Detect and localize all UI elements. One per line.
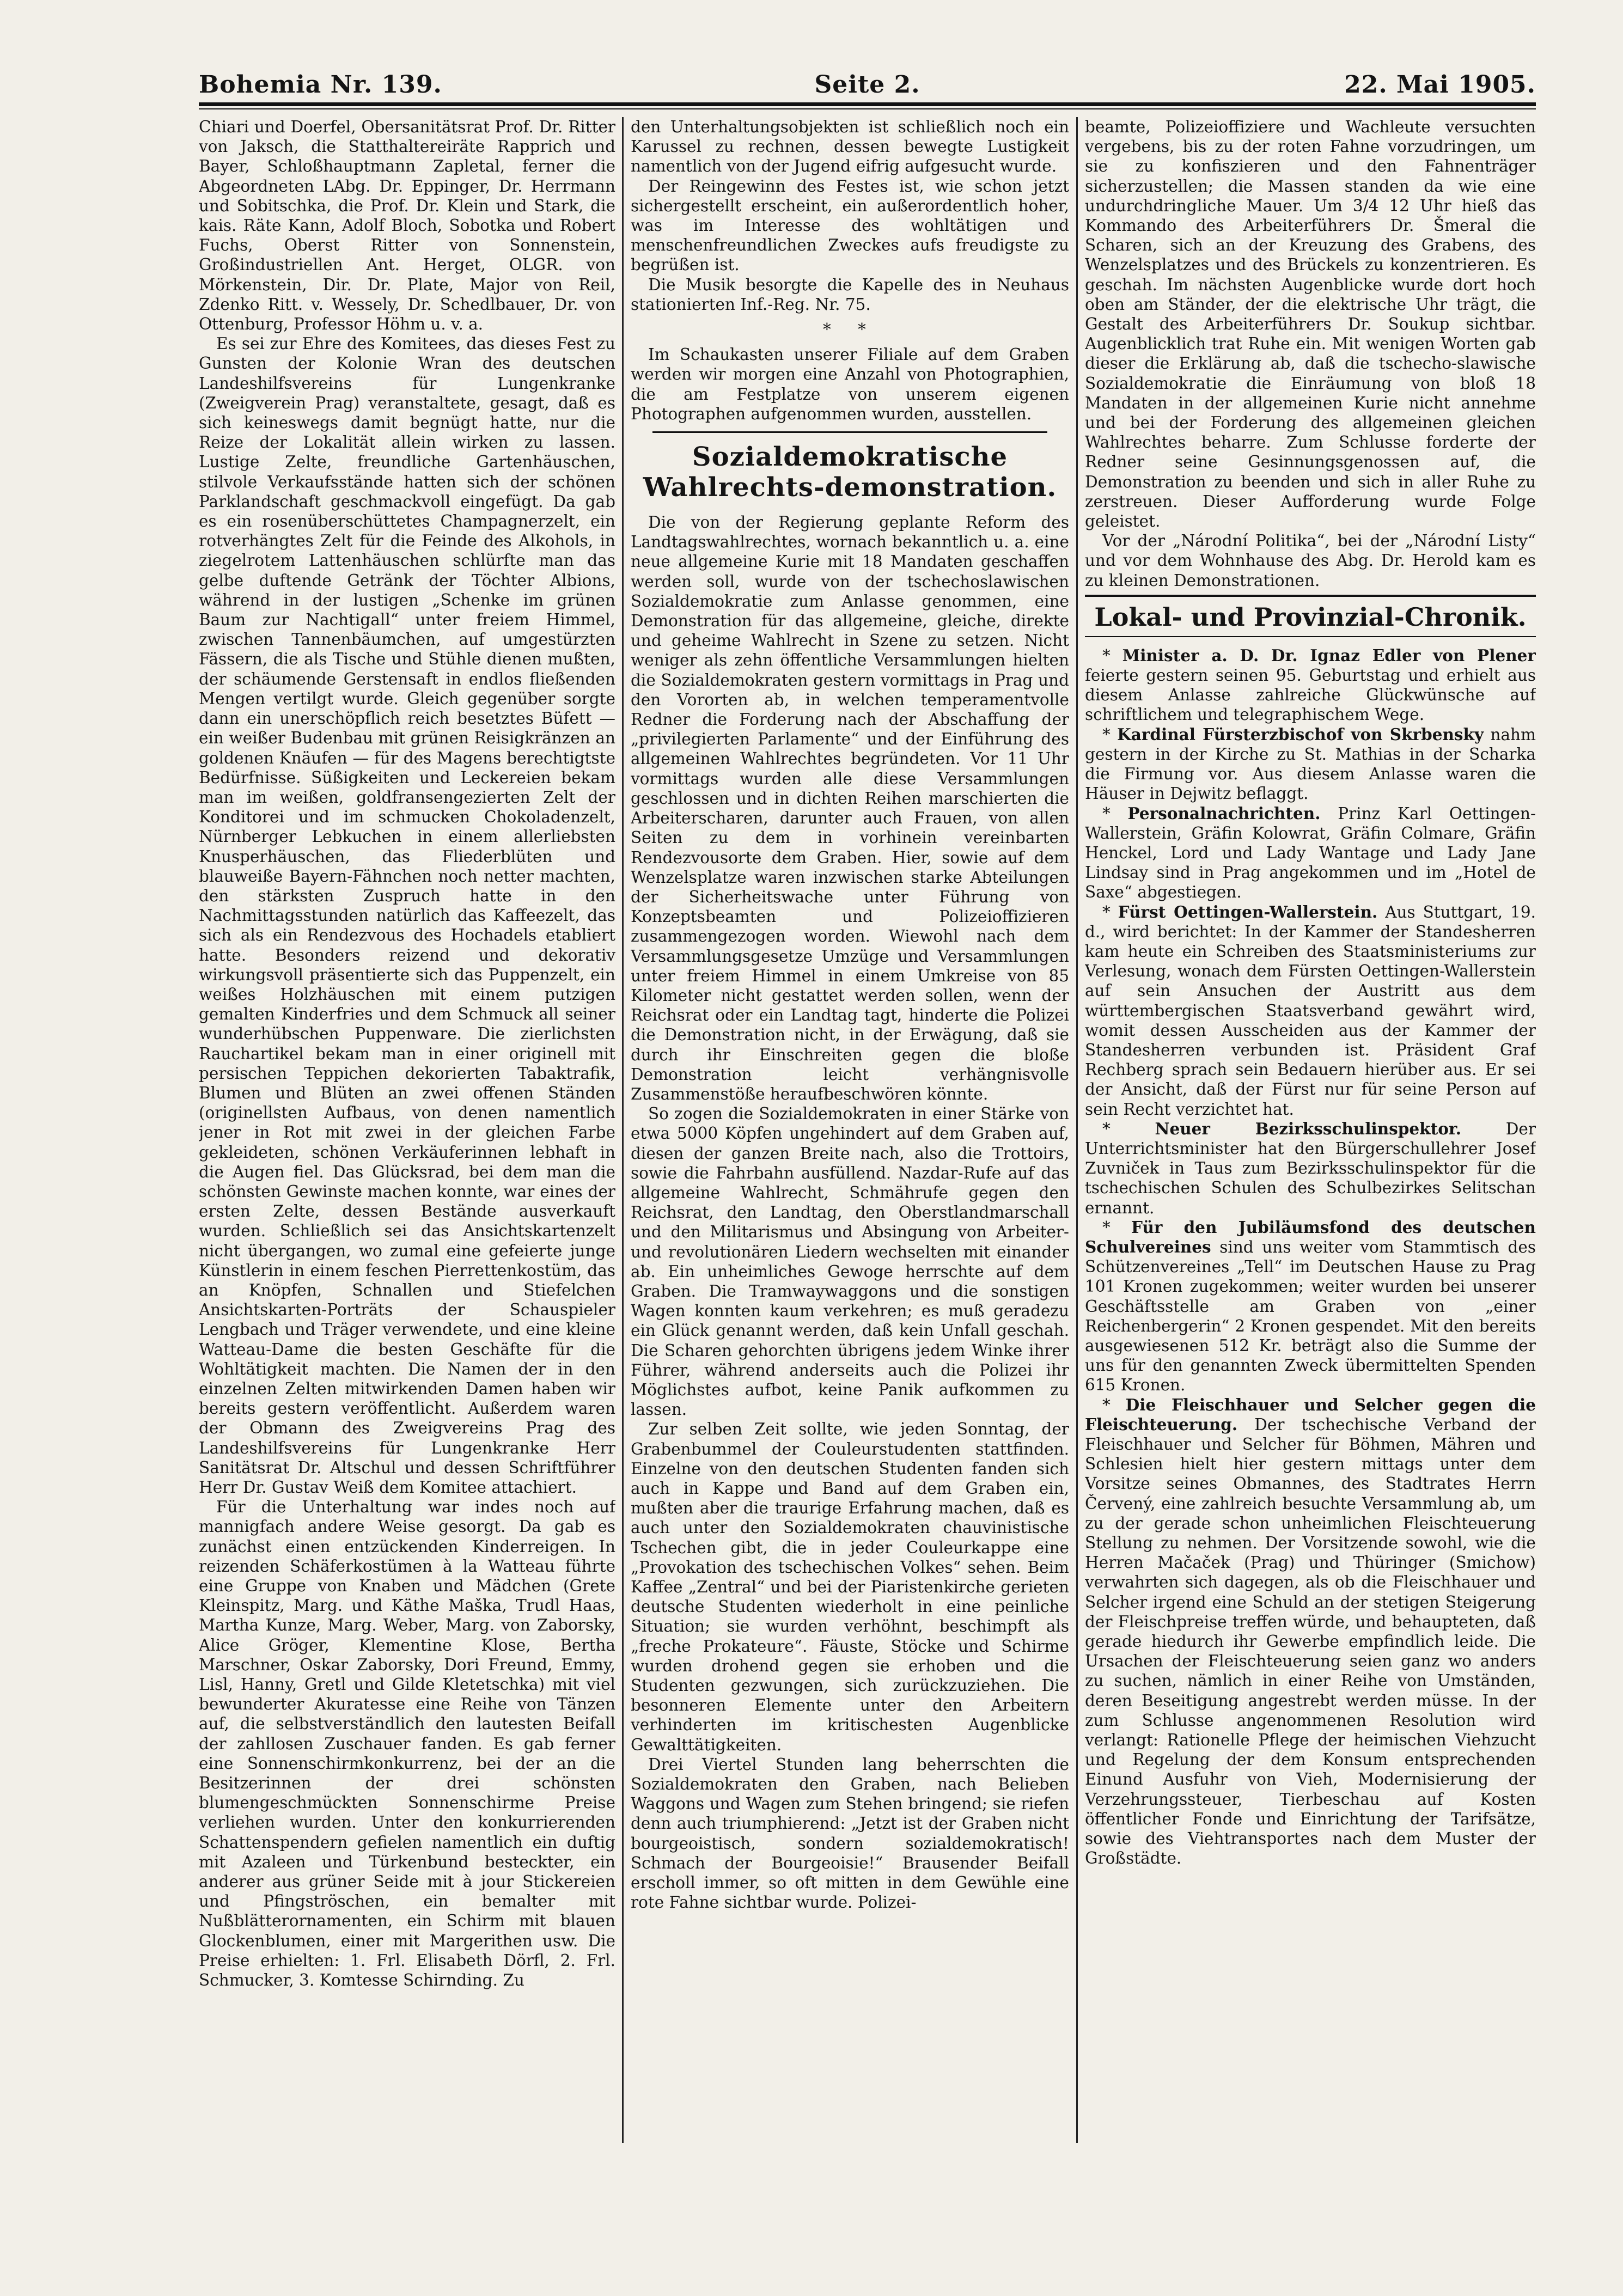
issue-number: Bohemia Nr. 139. [199,71,442,99]
entry-title: Kardinal Fürsterzbischof von Skrbensky [1117,724,1484,744]
news-entry: * Personalnachrichten. Prinz Karl Oettingen-Wallerstein, Gräfin Kolowrat, Gräfin Colmare, Gräfin Henckel, Lord und Lady Wantage und Lady Jane Lindsay sind in Prag angekommen und im „Hotel de Saxe“ abgestiegen. [1085,803,1536,902]
entry-body: Der tschechische Verband der Fleischhauer und Selcher für Böhmen, Mähren und Schlesien hielt hier gestern mittags unter dem Vorsitze seines Obmannes, des Stadtrates Herrn Červený, eine zahlreich besuchte Versammlung ab, um zu der gerade schon unheimlichen Fleischteuerung Stellung zu nehmen. Der Vorsitzende sowohl, wie die Herren Mačaček (Prag) und Thüringer (Smichow) verwahrten sich dagegen, als ob die Fleischhauer und Selcher irgend eine Schuld an der stetigen Steigerung der Fleischpreise treffen würde, und behaupteten, daß gerade hiedurch ihr Gewerbe empfindlich leide. Die Ursachen der Fleischteuerung seien ganz wo anders zu suchen, nämlich in einer Reihe von Umständen, deren Beseitigung angestrebt werden müsse. In der zum Schlusse angenommenen Resolution wird verlangt: Rationelle Pflege der heimischen Viehzucht und Regelung der dem Konsum entsprechenden Einund Ausfuhr von Vieh, Modernisierung der Verzehrungssteuer, Tierbeschau auf Kosten öffentlicher Fonde und Einrichtung der Tarifsätze, sowie des Viehtransportes nach dem Muster der Großstädte. [1085,1415,1536,1868]
column-1 [199,117,615,2143]
section-separator: * * [823,320,877,339]
news-entry: * Kardinal Fürsterzbischof von Skrbensky nahm gestern in der Kirche zu St. Mathias in der Scharka die Firmung vor. Aus diesem Anlasse waren die Häuser in Dejwitz beflaggt. [1085,724,1536,803]
news-entry: * Minister a. D. Dr. Ignaz Edler von Plener feierte gestern seinen 95. Geburtstag und erhielt aus diesem Anlasse zahlreiche Glückwünsche auf schriftlichem und telegraphischem Wege. [1085,645,1536,724]
section-headline: Lokal- und Provinzial-Chronik. [1085,595,1536,637]
entry-body: sind uns weiter vom Stammtisch des Schützenvereines „Tell“ im Deutschen Hause zu Prag 101 Kronen zugekommen; weiter wurden bei unserer Geschäftsstelle am Graben von „einer Reichenbergerin“ 2 Kronen gespendet. Mit den bereits ausgewiesenen 512 Kr. beträgt also die Summe der uns für den genannten Zweck übermittelten Spenden 615 Kronen. [1085,1237,1536,1395]
column-3 [1085,117,1536,2143]
entry-title: Neuer Bezirksschulinspektor. [1155,1119,1462,1138]
news-entry: * Die Fleischhauer und Selcher gegen die Fleischteuerung. Der tschechische Verband der Fleischhauer und Selcher für Böhmen, Mähren und Schlesien hielt hier gestern mittags unter dem Vorsitze seines Obmannes, des Stadtrates Herrn Červený, eine zahlreich besuchte Versammlung ab, um zu der gerade schon unheimlichen Fleischteuerung Stellung zu nehmen. Der Vorsitzende sowohl, wie die Herren Mačaček (Prag) und Thüringer (Smichow) verwahrten sich dagegen, als ob die Fleischhauer und Selcher irgend eine Schuld an der stetigen Steigerung der Fleischpreise treffen würde, und behaupteten, daß gerade hiedurch ihr Gewerbe empfindlich leide. Die Ursachen der Fleischteuerung seien ganz wo anders zu suchen, nämlich in einer Reihe von Umständen, deren Beseitigung angestrebt werden müsse. In der zum Schlusse angenommenen Resolution wird verlangt: Rationelle Pflege der heimischen Viehzucht und Regelung der dem Konsum entsprechenden Einund Ausfuhr von Vieh, Modernisierung der Verzehrungssteuer, Tierbeschau auf Kosten öffentlicher Fonde und Einrichtung der Tarifsätze, sowie des Viehtransportes nach dem Muster der Großstädte. [1085,1395,1536,1868]
entry-title: Fürst Oettingen-Wallerstein. [1118,902,1378,921]
column-divider [1076,117,1078,2143]
article-rule [652,431,1047,433]
article-paragraph: Für die Unterhaltung war indes noch auf mannigfach andere Weise gesorgt. Da gab es zunächst einen entzückenden Kinderreigen. In reizenden Schäferkostümen à la Watteau führte eine Gruppe von Knaben und Mädchen (Grete Kleinspitz, Marg. und Käthe Maška, Trudl Haas, Martha Kunze, Marg. Weber, Marg. von Zaborsky, Alice Gröger, Klementine Klose, Bertha Marschner, Oskar Zaborsky, Dori Freund, Emmy, Lisl, Hanny, Gretl und Gilde Kletetschka) mit viel bewunderter Akuratesse eine Reihe von Tänzen auf, die selbstverständlich den lautesten Beifall der zahllosen Zuschauer fanden. Es gab ferner eine Sonnenschirmkonkurrenz, bei der an die Besitzerinnen der drei schönsten blumengeschmückten Sonnenschirme Preise verliehen wurden. Unter den konkurrierenden Schattenspendern gefielen namentlich ein duftig mit Azaleen und Türkenbund besteckter, ein anderer aus grüner Seide mit à jour Stickereien und Pfingströschen, ein bemalter mit Nußblätterornamenten, ein Schirm mit blauen Glockenblumen, einer mit Margerithen usw. Die Preise erhielten: 1. Frl. Elisabeth Dörfl, 2. Frl. Schmucker, 3. Komtesse Schirnding. Zu [199,1498,615,1990]
entry-title: Personalnachrichten. [1127,803,1321,823]
article-paragraph: Chiari und Doerfel, Obersanitätsrat Prof. Dr. Ritter von Jaksch, die Statthaltereiräte Rapprich und Bayer, Schloßhauptmann Zapletal, ferner die Abgeordneten LAbg. Dr. Eppinger, Dr. Herrmann und Sobitschka, die Prof. Dr. Klein und Stark, die kais. Räte Kann, Adolf Bloch, Sobotka und Robert Fuchs, Oberst Ritter von Sonnenstein, Großindustriellen Ant. Herget, OLGR. von Mörkenstein, Dir. Dr. Plate, Major von Reil, Zdenko Ritt. v. Wessely, Dr. Schedlbauer, Dr. von Ottenburg, Professor Höhm u. v. a. [199,118,615,334]
column-2 [631,117,1069,2143]
article-paragraph: So zogen die Sozialdemokraten in einer Stärke von etwa 5000 Köpfen ungehindert auf dem Graben auf, diesen der ganzen Breite nach, also die Trottoirs, sowie die Fahrbahn ausfüllend. Nazdar-Rufe auf das allgemeine Wahlrecht, Schmährufe gegen den Reichsrat, den Landtag, den Oberstlandmarschall und den Militarismus und Absingung von Arbeiter- und revolutionären Liedern wechselten mit einander ab. Ein unheimliches Gewoge herrschte auf dem Graben. Die Tramwaywaggons und die sonstigen Wagen konnten kaum verkehren; es muß geradezu ein Glück genannt werden, daß kein Unfall geschah. Die Scharen gehorchten übrigens jedem Winke ihrer Führer, während anderseits auch die Polizei ihr Möglichstes aufbot, keine Panik aufkommen zu lassen. [631,1104,1069,1419]
article-paragraph: beamte, Polizeioffiziere und Wachleute versuchten vergebens, bis zu der roten Fahne vorzudringen, um sie zu konfiszieren und den Fahnenträger sicherzustellen; die Massen standen da wie eine undurchdringliche Mauer. Um 3/4 12 Uhr hieß das Kommando des Arbeiterführers Dr. Šmeral die Scharen, sich an der Kreuzung des Grabens, des Wenzelsplatzes und des Brückels zu konzentrieren. Es geschah. Im nächsten Augenblicke wurde dort hoch oben am Ständer, der die elektrische Uhr trägt, die Gestalt des Arbeiterführers Dr. Soukup sichtbar. Augenblicklich trat Ruhe ein. Mit wenigen Worten gab dieser die Erklärung ab, daß die tschecho-slawische Sozialdemokratie die Einräumung von bloß 18 Mandaten in der allgemeinen Kurie nicht annehme und bei der Forderung des allgemeinen gleichen Wahlrechtes beharre. Zum Schlusse forderte der Redner seine Gesinnungsgenossen auf, die Demonstration zu beenden und sich in aller Ruhe zu zerstreuen. Dieser Aufforderung wurde Folge geleistet. [1085,118,1536,531]
article-paragraph: Zur selben Zeit sollte, wie jeden Sonntag, der Grabenbummel der Couleurstudenten stattfinden. Einzelne von den deutschen Studenten fanden sich auch in Kappe und Band auf dem Graben ein, mußten aber die traurige Erfahrung machen, daß es auch unter den Sozialdemokraten chauvinistische Tschechen gibt, die in jeder Couleurkappe eine „Provokation des tschechischen Volkes“ sehen. Beim Kaffee „Zentral“ und bei der Piaristenkirche gerieten deutsche Studenten wiederholt in eine peinliche Situation; sie wurden verhöhnt, beschimpft als „freche Prokateure“. Fäuste, Stöcke und Schirme wurden drohend gegen sie erhoben und die Studenten gezwungen, sich zurückzuziehen. Die besonneren Elemente unter den Arbeitern verhinderten im kritischesten Augenblicke Gewalttätigkeiten. [631,1420,1069,1754]
entry-body: Der Unterrichtsminister hat den Bürgerschullehrer Josef Zuvniček in Taus zum Bezirksschulinspektor für die tschechischen Schulen des Schulbezirkes Selitschan ernannt. [1085,1119,1536,1217]
issue-date: 22. Mai 1905. [1344,71,1536,99]
entry-title: Die Fleischhauer und Selcher gegen die Fleischteuerung. [1085,1395,1536,1434]
masthead [199,71,1536,103]
article-headline: Sozialdemokratische Wahlrechts-demonstration. [643,442,1057,503]
page-number: Seite 2. [814,71,920,99]
article-paragraph: Die von der Regierung geplante Reform des Landtagswahlrechtes, wornach bekanntlich u. a. eine neue allgemeine Kurie mit 18 Mandaten geschaffen werden soll, wurde von der tschechoslawischen Sozialdemokratie zum Anlasse genommen, eine Demonstration für das allgemeine, gleiche, direkte und geheime Wahlrecht in Szene zu setzen. Nicht weniger als zehn öffentliche Versammlungen hielten die Sozialdemokraten gestern vormittags in Prag und den Vororten ab, in welchen temperamentvolle Redner die Forderung nach der Abschaffung der „privilegierten Parlamente“ und der Einführung des allgemeinen Wahlrechtes begründeten. Vor 11 Uhr vormittags wurden alle diese Versammlungen geschlossen und in dichten Reihen marschierten die Arbeiterscharen, darunter auch Frauen, von allen Seiten zu dem in vorhinein vereinbarten Rendezvousorte dem Graben. Hier, sowie auf dem Wenzelsplatze waren inzwischen starke Abteilungen der Sicherheitswache unter Führung von Konzeptsbeamten und Polizeioffizieren zusammengezogen worden. Wiewohl nach dem Versammlungsgesetze Umzüge und Versammlungen unter freiem Himmel in einem Umkreise von 85 Kilometer nicht gestattet werden sollen, wenn der Reichsrat oder ein Landtag tagt, hinderte die Polizei die Demonstration nicht, in der Erwägung, daß sie durch ihr Einschreiten gegen die bloße Demonstration leicht verhängnisvolle Zusammenstöße heraufbeschwören könnte. [631,513,1069,1103]
entry-title: Minister a. D. Dr. Ignaz Edler von Plener [1122,645,1536,665]
article-paragraph: Vor der „Národní Politika“, bei der „Národní Listy“ und vor dem Wohnhause des Abg. Dr. Herold kam es zu kleinen Demonstrationen. [1085,532,1536,590]
column-divider [622,117,624,2143]
masthead-rule [199,102,1536,106]
masthead-rule-thin [199,108,1536,109]
entry-title: Für den Jubiläumsfond des deutschen Schulvereines [1085,1217,1536,1256]
entry-body: Aus Stuttgart, 19. d., wird berichtet: In der Kammer der Standesherren kam heute ein Schreiben des Staatsministeriums zur Verlesung, wonach dem Fürsten Oettingen-Wallerstein auf sein Ansuchen der Austritt aus dem württembergischen Staatsverband gewährt wird, womit dessen Ausscheiden aus der Kammer der Standesherren verbunden ist. Präsident Graf Rechberg sprach sein Bedauern hierüber aus. Er sei der Ansicht, daß der Fürst nur für seine Person auf sein Recht verzichtet hat. [1085,902,1536,1119]
news-entry: * Neuer Bezirksschulinspektor. Der Unterrichtsminister hat den Bürgerschullehrer Josef Zuvniček in Taus zum Bezirksschulinspektor für die tschechischen Schulen des Schulbezirkes Selitschan ernannt. [1085,1119,1536,1217]
article-paragraph: Der Reingewinn des Festes ist, wie schon jetzt sichergestellt erscheint, ein außerordentlich hoher, was im Interesse des wohltätigen und menschenfreundlichen Zweckes aufs freudigste zu begrüßen ist. [631,176,1069,274]
entry-body: Prinz Karl Oettingen-Wallerstein, Gräfin Kolowrat, Gräfin Colmare, Gräfin Henckel, Lord und Lady Wantage und Lady Jane Lindsay sind in Prag angekommen und im „Hotel de Saxe“ abgestiegen. [1085,804,1536,902]
news-entry: * Fürst Oettingen-Wallerstein. Aus Stuttgart, 19. d., wird berichtet: In der Kammer der Standesherren kam heute ein Schreiben des Staatsministeriums zur Verlesung, wonach dem Fürsten Oettingen-Wallerstein auf sein Ansuchen der Austritt aus dem württembergischen Staatsverband gewährt wird, womit dessen Ausscheiden aus der Kammer der Standesherren verbunden ist. Präsident Graf Rechberg sprach sein Bedauern hierüber aus. Er sei der Ansicht, daß der Fürst nur für seine Person auf sein Recht verzichtet hat. [1085,902,1536,1119]
entry-body: feierte gestern seinen 95. Geburtstag und erhielt aus diesem Anlasse zahlreiche Glückwünsche auf schriftlichem und telegraphischem Wege. [1085,666,1536,724]
article-paragraph: Es sei zur Ehre des Komitees, das dieses Fest zu Gunsten der Kolonie Wran des deutschen Landeshilfsvereins für Lungenkranke (Zweigverein Prag) veranstaltete, gesagt, daß es sich keineswegs damit begnügt hatte, nur die Reize der Lokalität allein wirken zu lassen. Lustige Zelte, freundliche Gartenhäuschen, stilvole Verkaufsstände hatten sich der schönen Parklandschaft geschmackvoll eingefügt. Da gab es ein rosenüberschüttetes Champagnerzelt, ein rotverhängtes Zelt für die Feinde des Alkohols, in ziegelrotem Lattenhäuschen schlürfte man das gelbe duftende Getränk der Töchter Albions, während in der lustigen „Schenke im grünen Baum zur Nachtigall“ unter freiem Himmel, zwischen Tannenbäumchen, auf umgestürzten Fässern, die als Tische und Stühle dienen mußten, der schäumende Gerstensaft in endlos fließenden Mengen vertilgt wurde. Gleich gegenüber sorgte dann ein unerschöpflich reich besetztes Büfett — ein weißer Budenbau mit grünen Reisigkränzen an goldenen Knäufen — für des Magens berechtigtste Bedürfnisse. Süßigkeiten und Leckereien bekam man im weißen, goldfransengezierten Zelt der Konditorei und im schmucken Chokoladenzelt, Nürnberger Lebkuchen in einem allerliebsten Knusperhäuschen, das Fliederblüten und blauweiße Bayern-Fähnchen noch netter machten, den stärksten Zuspruch hatte in den Nachmittagsstunden natürlich das Kaffeezelt, das sich als ein Rendezvous des Hochadels etabliert hatte. Besonders reizend und dekorativ wirkungsvoll präsentierte sich das Puppenzelt, ein weißes Holzhäuschen mit einem putzigen gemalten Kinderfries und dem Schmuck all seiner wunderhübschen Puppenware. Die zierlichsten Rauchartikel bekam man in einer originell mit persischen Teppichen dekorierten Tabaktrafik, Blumen und Blüten an zwei offenen Ständen (originellsten Aufbaus, von denen namentlich jener in Rot mit zwei in der gleichen Farbe gekleideten, schönen Verkäuferinnen lebhaft in die Augen fiel. Das Glücksrad, bei dem man die schönsten Gewinste machen konnte, war eines der ersten Zelte, dessen Bestände ausverkauft wurden. Schließlich sei das Ansichtskartenzelt nicht übergangen, wo zumal eine gefeierte junge Künstlerin in einem feschen Pierrettenkostüm, das an Knöpfen, Schnallen und Stiefelchen Ansichtskarten-Porträts der Schauspieler Lengbach und Träger verwendete, und eine kleine Watteau-Dame die besten Geschäfte für die Wohltätigkeit machten. Die Namen der in den einzelnen Zelten mitwirkenden Damen haben wir bereits gestern veröffentlicht. Außerdem waren der Obmann des Zweigvereins Prag des Landeshilfsvereins für Lungenkranke Herr Sanitätsrat Dr. Altschul und dessen Schriftführer Herr Dr. Gustav Weiß dem Komitee attachiert. [199,334,615,1497]
article-paragraph: Die Musik besorgte die Kapelle des in Neuhaus stationierten Inf.-Reg. Nr. 75. [631,275,1069,314]
article-paragraph: Drei Viertel Stunden lang beherrschten die Sozialdemokraten den Graben, nach Belieben Waggons und Wagen zum Stehen bringend; sie riefen denn auch triumphierend: „Jetzt ist der Graben nicht bourgeoistisch, sondern sozialdemokratisch! Schmach der Bourgeoisie!“ Brausender Beifall erscholl immer, so oft mitten in dem Gewühle eine rote Fahne sichtbar wurde. Polizei- [631,1755,1069,1912]
news-entry: * Für den Jubiläumsfond des deutschen Schulvereines sind uns weiter vom Stammtisch des Schützenvereines „Tell“ im Deutschen Hause zu Prag 101 Kronen zugekommen; weiter wurden bei unserer Geschäftsstelle am Graben von „einer Reichenbergerin“ 2 Kronen gespendet. Mit den bereits ausgewiesenen 512 Kr. beträgt also die Summe der uns für den genannten Zweck übermittelten Spenden 615 Kronen. [1085,1217,1536,1395]
article-paragraph: Im Schaukasten unserer Filiale auf dem Graben werden wir morgen eine Anzahl von Photographien, die am Festplatze von unserem eigenen Photographen aufgenommen wurden, ausstellen. [631,345,1069,423]
article-paragraph: den Unterhaltungsobjekten ist schließlich noch ein Karussel zu rechnen, dessen bewegte Lustigkeit namentlich von der Jugend eifrig aufgesucht wurde. [631,118,1069,176]
entry-body: nahm gestern in der Kirche zu St. Mathias in der Scharka die Firmung vor. Aus diesem Anlasse waren die Häuser in Dejwitz beflaggt. [1085,725,1536,803]
